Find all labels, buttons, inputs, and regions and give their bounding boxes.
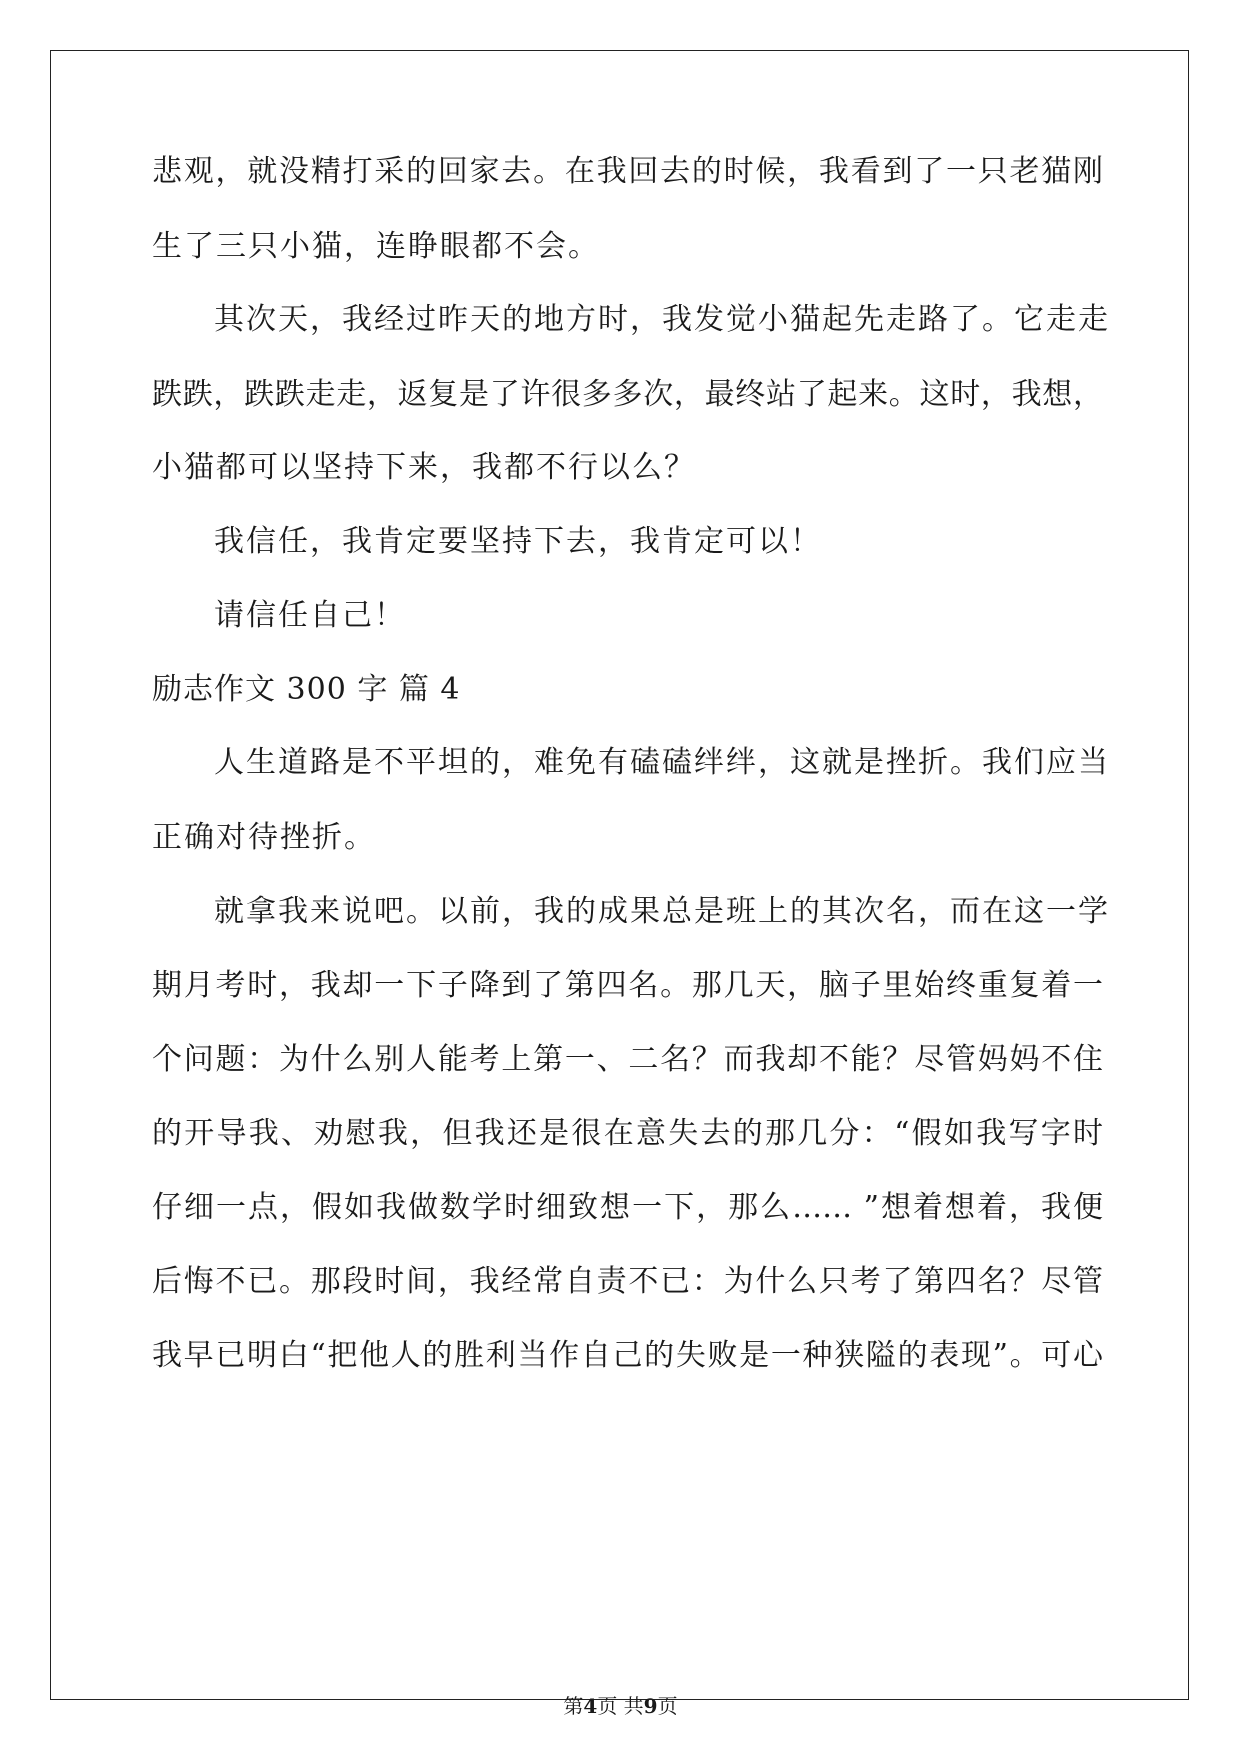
body-line: 人生道路是不平坦的，难免有磕磕绊绊，这就是挫折。我们应当 [214,745,1110,780]
page-border [50,50,1189,1700]
body-line: 其次天，我经过昨天的地方时，我发觉小猫起先走路了。它走走 [214,302,1110,337]
page-footer [0,1694,1241,1718]
footer-mid: 页 共 [597,1694,644,1718]
body-line: 悲观，就没精打采的回家去。在我回去的时候，我看到了一只老猫刚 [152,154,1103,189]
body-line: 后悔不已。那段时间，我经常自责不已：为什么只考了第四名？尽管 [152,1264,1103,1299]
body-line: 个问题：为什么别人能考上第一、二名？而我却不能？尽管妈妈不住 [152,1042,1103,1077]
footer-suffix: 页 [657,1694,678,1718]
current-page-number: 4 [583,1694,598,1718]
body-line: 期月考时，我却一下子降到了第四名。那几天，脑子里始终重复着一 [152,968,1103,1003]
body-line: 生了三只小猫，连睁眼都不会。 [152,229,600,264]
section-heading: 励志作文 300 字 篇 4 [152,672,461,707]
body-line: 就拿我来说吧。以前，我的成果总是班上的其次名，而在这一学 [214,894,1110,929]
body-line: 小猫都可以坚持下来，我都不行以么？ [152,450,696,485]
body-line: 请信任自己！ [214,598,406,633]
body-line: 的开导我、劝慰我，但我还是很在意失去的那几分：“假如我写字时 [152,1116,1103,1151]
body-line: 我早已明白“把他人的胜利当作自己的失败是一种狭隘的表现”。可心 [152,1338,1103,1373]
body-line: 我信任，我肯定要坚持下去，我肯定可以！ [214,524,822,559]
body-line: 正确对待挫折。 [152,820,376,855]
body-line: 仔细一点，假如我做数学时细致想一下，那么…… ”想着想着，我便 [152,1190,1103,1225]
total-pages-number: 9 [643,1694,658,1718]
footer-prefix: 第 [563,1694,584,1718]
body-line: 跌跌，跌跌走走，返复是了许很多多次，最终站了起来。这时，我想， [152,377,1103,412]
